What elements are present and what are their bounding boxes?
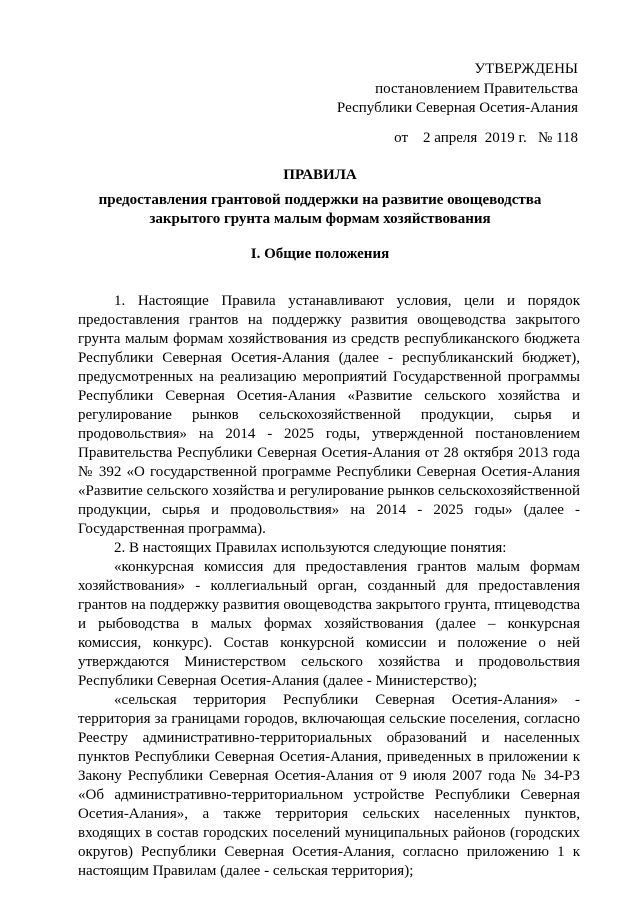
- document-body: [78, 292, 580, 881]
- approval-date-number: от 2 апреля 2019 г. № 118: [394, 129, 578, 146]
- document-title-block: [0, 166, 640, 229]
- document-title: ПРАВИЛА: [283, 167, 357, 183]
- approval-block: [337, 60, 578, 148]
- approval-authority: Республики Северная Осетия-Алания: [336, 100, 578, 116]
- paragraph-2: 2. В настоящих Правилах используются следующие понятия:: [114, 540, 507, 556]
- document-subtitle-line1: предоставления грантовой поддержки на развитие овощеводства: [98, 192, 542, 208]
- approval-status: УТВЕРЖДЕНЫ: [474, 61, 578, 77]
- approval-act: постановлением Правительства: [375, 80, 578, 97]
- definition-rural-territory: «сельская территория Республики Северная Осетия-Алания» - территория за границами городов, включающая сельские поселения, согласно Реестру административно-территориальных образований и населенных пунктов Республики Северная Осетия-Алания, приведенных в приложении к Закону Республики Северная Осетия-Алания от 9 июля 2007 года № 34-РЗ «Об административно-территориальном устройстве Республики Северная Осетия-Алания», а также территория сельских населенных пунктов, входящих в состав городских поселений муниципальных районов (городских округов) Республики Северная Осетия-Алания, согласно приложению 1 к настоящим Правилам (далее - сельская территория);: [78, 692, 580, 879]
- definition-competition-commission: «конкурсная комиссия для предоставления грантов малым формам хозяйствования» - коллегиальный орган, созданный для предоставления грантов на поддержку развития овощеводства закрытого грунта, птицеводства и рыбоводства в малых формах хозяйствования (далее – конкурсная комиссия, конкурс). Состав конкурсной комиссии и положение о ней утверждаются Министерством сельского хозяйства и продовольствия Республики Северная Осетия-Алания (далее - Министерство);: [78, 559, 580, 689]
- section-heading: I. Общие положения: [250, 246, 390, 262]
- paragraph-1: 1. Настоящие Правила устанавливают условия, цели и порядок предоставления грантов на поддержку развития овощеводства закрытого грунта малым формам хозяйствования из средств республиканского бюджета Республики Северная Осетия-Алания (далее - республиканский бюджет), предусмотренных на реализацию мероприятий Государственной программы Республики Северная Осетия-Алания «Развитие сельского хозяйства и регулирование рынков сельскохозяйственной продукции, сырья и продовольствия» на 2014 - 2025 годы, утвержденной постановлением Правительства Республики Северная Осетия-Алания от 28 октября 2013 года № 392 «О государственной программе Республики Северная Осетия-Алания «Развитие сельского хозяйства и регулирование рынков сельскохозяйственной продукции, сырья и продовольствия» на 2014 - 2025 годы» (далее - Государственная программа).: [78, 293, 580, 537]
- document-subtitle-line2: закрытого грунта малым формам хозяйствования: [149, 211, 491, 227]
